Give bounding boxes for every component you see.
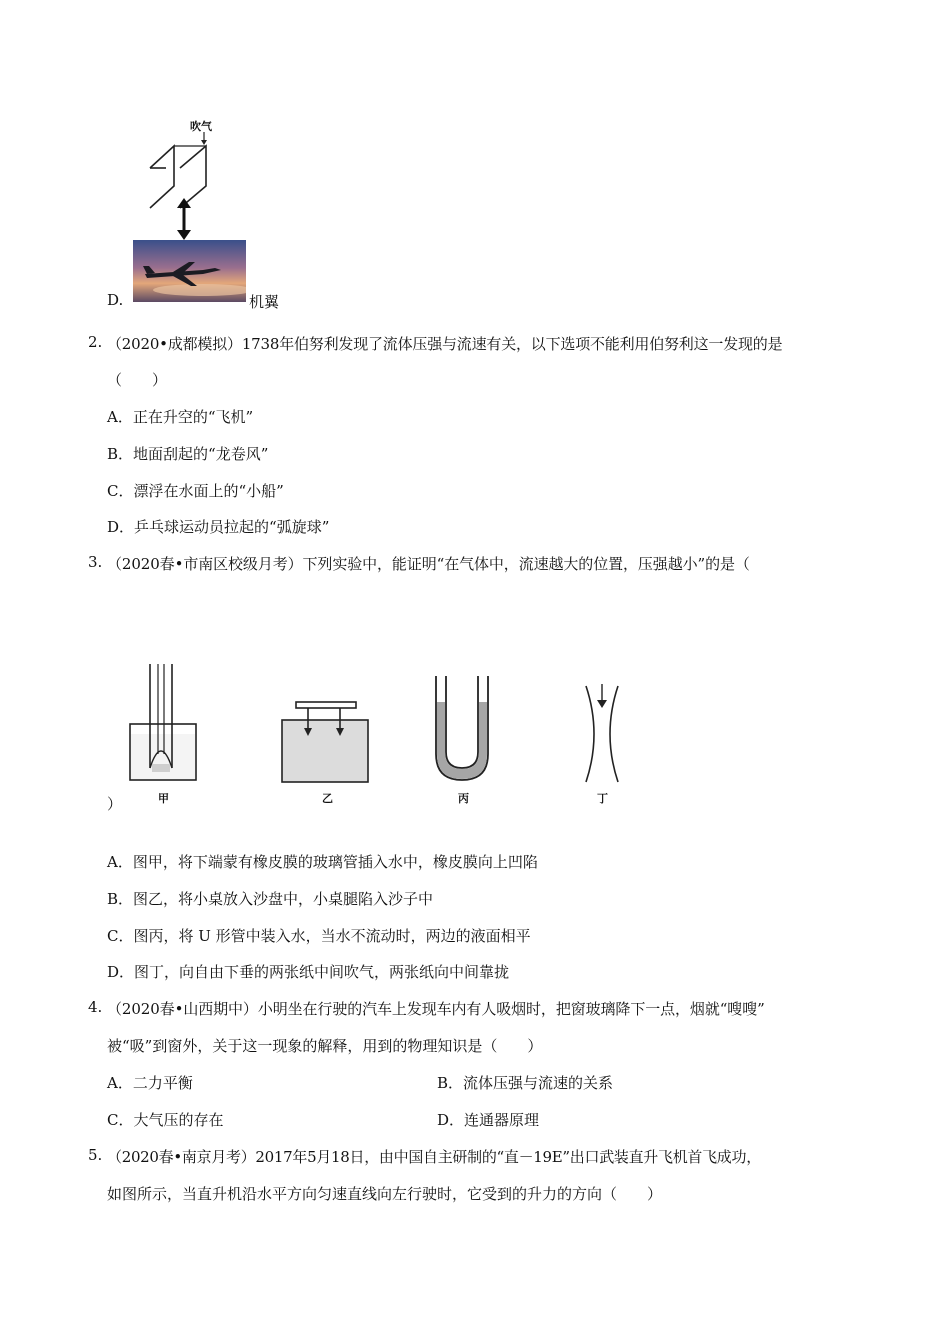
figure-jia-label: 甲 (158, 792, 169, 805)
figure-yi-label: 乙 (322, 792, 333, 805)
figure-bing-u-tube (432, 676, 492, 784)
q4-option-c: C．大气压的存在 (107, 1111, 224, 1129)
q3-close-paren: ） (107, 795, 123, 813)
q4-option-b: B．流体压强与流速的关系 (437, 1074, 614, 1092)
q3-option-b: B．图乙，将小桌放入沙盘中，小桌腿陷入沙子中 (107, 890, 434, 908)
q2-stem: （2020•成都模拟）1738年伯努利发现了流体压强与流速有关，以下选项不能利用伯努利这一发现的是 (107, 335, 783, 353)
q4-number: 4. (88, 998, 103, 1016)
q1-option-d-letter: D. (107, 291, 124, 309)
q3-option-c: C．图丙，将 U 形管中装入水，当水不流动时，两边的液面相平 (107, 927, 531, 945)
figure-bing-label: 丙 (458, 792, 469, 805)
q2-number: 2. (88, 333, 103, 351)
q5-stem-line1: （2020春•南京月考）2017年5月18日，由中国自主研制的“直－19E”出口武装直升飞机首飞成功， (107, 1148, 761, 1166)
q5-number: 5. (88, 1146, 103, 1164)
q2-option-a: A．正在升空的“飞机” (107, 408, 254, 426)
q2-option-d: D．乒乓球运动员拉起的“弧旋球” (107, 518, 330, 536)
q2-option-b: B．地面刮起的“龙卷风” (107, 445, 269, 463)
q3-option-d: D．图丁，向自由下垂的两张纸中间吹气，两张纸向中间靠拢 (107, 963, 510, 981)
q3-option-a: A．图甲，将下端蒙有橡皮膜的玻璃管插入水中，橡皮膜向上凹陷 (107, 853, 538, 871)
q5-stem-line2: 如图所示，当直升机沿水平方向匀速直线向左行驶时，它受到的升力的方向（ ） (107, 1185, 663, 1203)
q3-stem: （2020春•市南区校级月考）下列实验中，能证明“在气体中，流速越大的位置，压强越小”的是（ (107, 555, 750, 573)
blow-label: 吹气 (190, 120, 212, 133)
figure-jia-apparatus (128, 664, 198, 782)
q1-option-d-text: 机翼 (249, 293, 280, 311)
blowing-paper-figure (140, 116, 240, 240)
figure-ding-label: 丁 (597, 792, 608, 805)
q2-paren: （ ） (107, 371, 168, 389)
q4-option-d: D．连通器原理 (437, 1111, 540, 1129)
figure-ding-papers (580, 682, 624, 786)
q4-stem-line2: 被“吸”到窗外，关于这一现象的解释，用到的物理知识是（ ） (107, 1037, 543, 1055)
airplane-photo (133, 240, 246, 302)
q4-option-a: A．二力平衡 (107, 1074, 193, 1092)
figure-yi-apparatus (280, 700, 370, 784)
q4-stem-line1: （2020春•山西期中）小明坐在行驶的汽车上发现车内有人吸烟时，把窗玻璃降下一点，烟就“嗖嗖” (107, 1000, 765, 1018)
q3-number: 3. (88, 553, 103, 571)
q2-option-c: C．漂浮在水面上的“小船” (107, 482, 284, 500)
